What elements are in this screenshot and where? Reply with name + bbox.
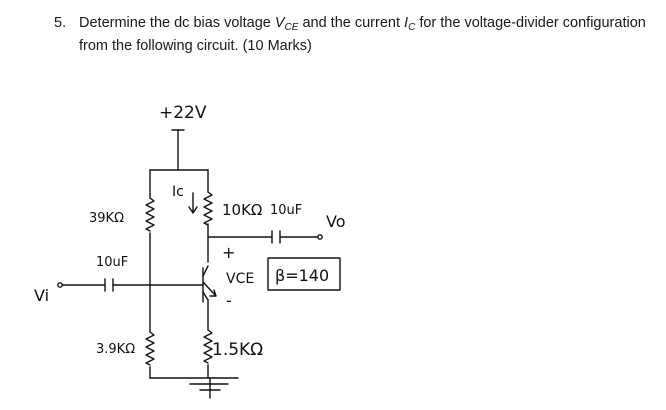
vce-label: VCE (226, 271, 255, 287)
vi-label: Vi (34, 286, 50, 305)
ic-label: Ic (172, 184, 184, 200)
input-terminal (58, 283, 62, 287)
r2-resistor-zigzag (146, 332, 154, 365)
ground-symbol (150, 378, 238, 398)
supply-wire (150, 130, 208, 170)
vce-minus-sign: - (226, 291, 232, 310)
vce-symbol-sub: CE (284, 22, 299, 33)
ic-arrow (189, 193, 197, 213)
cin-label: 10uF (96, 255, 129, 270)
question-text-part-1: Determine the dc bias voltage (79, 15, 275, 31)
question-text-part-2: and the current (298, 15, 405, 31)
question-number: 5. (54, 15, 67, 31)
coupling-capacitor-out (272, 231, 280, 243)
question-text-part-3: for the voltage-divider configuration (415, 15, 646, 31)
ic-symbol-main: I (404, 15, 409, 31)
rc-label: 10KΩ (222, 201, 263, 219)
r1-resistor-zigzag (146, 198, 154, 231)
beta-label: β=140 (275, 266, 330, 285)
vo-label: Vo (326, 212, 346, 231)
re-label: 1.5KΩ (212, 340, 264, 360)
re-resistor-zigzag (204, 330, 212, 363)
question-text-line-2: from the following circuit. (10 Marks) (79, 38, 312, 54)
supply-label: +22V (159, 103, 207, 123)
vce-symbol-main: V (274, 15, 285, 31)
ic-symbol-sub: C (408, 22, 416, 33)
output-terminal (318, 235, 322, 239)
r2-label: 3.9KΩ (96, 342, 136, 357)
vce-plus-sign: + (222, 243, 236, 262)
coupling-capacitor-in (105, 279, 113, 291)
bjt-transistor (203, 266, 216, 330)
r1-label: 39KΩ (89, 211, 125, 226)
cout-label: 10uF (270, 203, 303, 218)
rc-resistor-zigzag (204, 192, 212, 225)
